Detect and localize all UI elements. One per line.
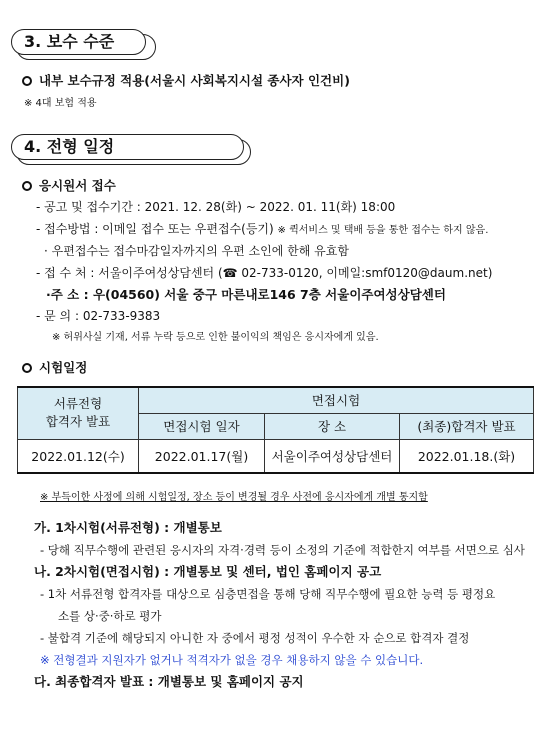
header-place: 장 소 <box>265 413 400 439</box>
section-4-header <box>11 134 241 164</box>
salary-item: 내부 보수규정 적용(서울시 사회복지시설 종사자 인건비) <box>22 73 350 89</box>
cell-interview-date: 2022.01.17(월) <box>139 439 265 473</box>
header-final-result: (최종)합격자 발표 <box>400 413 534 439</box>
application-period: - 공고 및 접수기간 : 2021. 12. 28(화) ~ 2022. 01. 11(화) 18:00 <box>36 200 396 214</box>
step2-title: 나. 2차시험(면접시험) : 개별통보 및 센터, 법인 홈페이지 공고 <box>34 564 382 579</box>
header-doc-result: 서류전형 합격자 발표 <box>18 387 139 439</box>
step3-title: 다. 최종합격자 발표 : 개별통보 및 홈페이지 공지 <box>34 674 304 689</box>
false-info-warning: ※ 허위사실 기재, 서류 누락 등으로 인한 불이익의 책임은 응시자에게 있음. <box>52 332 379 343</box>
application-place: - 접 수 처 : 서울이주여성상담센터 (☎ 02-733-0120, 이메일:smf0120@daum.net) <box>36 266 493 280</box>
schedule-change-note: ※ 부득이한 사정에 의해 시험일정, 장소 등이 변경될 경우 사전에 응시자에게 개별 통지함 <box>40 492 428 503</box>
step1-title: 가. 1차시험(서류전형) : 개별통보 <box>34 520 222 535</box>
table-row <box>18 439 534 473</box>
schedule-table <box>17 386 534 474</box>
step2-desc-2: 소를 상·중·하로 평가 <box>58 609 162 623</box>
step2-desc-1: - 1차 서류전형 합격자를 대상으로 심층면접을 통해 당해 직무수행에 필요한 능력 등 평정요 <box>40 587 496 601</box>
header-interview-date: 면접시험 일자 <box>139 413 265 439</box>
application-method: - 접수방법 : 이메일 접수 또는 우편접수(등기) ※ 퀵서비스 및 택배 등을 통한 접수는 하지 않음. <box>36 222 489 236</box>
section-4-title: 4. 전형 일정 <box>11 134 244 160</box>
circle-bullet-icon <box>22 181 32 191</box>
step1-desc: - 당해 직무수행에 관련된 응시자의 자격·경력 등이 소정의 기준에 적합한지 여부를 서면으로 심사 <box>40 543 525 557</box>
address-line: ·주 소 : 우(04560) 서울 중구 마른내로146 7층 서울이주여성상담센터 <box>46 287 446 302</box>
no-hire-warning: ※ 전형결과 지원자가 없거나 적격자가 없을 경우 채용하지 않을 수 있습니다. <box>40 653 424 667</box>
cell-doc-result: 2022.01.12(수) <box>18 439 139 473</box>
table-header-row <box>18 387 534 413</box>
cell-place: 서울이주여성상담센터 <box>265 439 400 473</box>
schedule-heading: 시험일정 <box>22 360 87 376</box>
section-3-header <box>11 29 241 59</box>
contact-line: - 문 의 : 02-733-9383 <box>36 309 161 323</box>
insurance-note: ※ 4대 보험 적용 <box>24 98 97 109</box>
application-heading: 응시원서 접수 <box>22 178 116 194</box>
circle-bullet-icon <box>22 76 32 86</box>
circle-bullet-icon <box>22 363 32 373</box>
header-interview: 면접시험 <box>139 387 534 413</box>
postal-note: · 우편접수는 접수마감일자까지의 우편 소인에 한해 유효함 <box>44 244 349 258</box>
cell-final-result: 2022.01.18.(화) <box>400 439 534 473</box>
section-3-title: 3. 보수 수준 <box>11 29 146 55</box>
step2-desc-3: - 불합격 기준에 해당되지 아니한 자 중에서 평정 성적이 우수한 자 순으로 합격자 결정 <box>40 631 470 645</box>
